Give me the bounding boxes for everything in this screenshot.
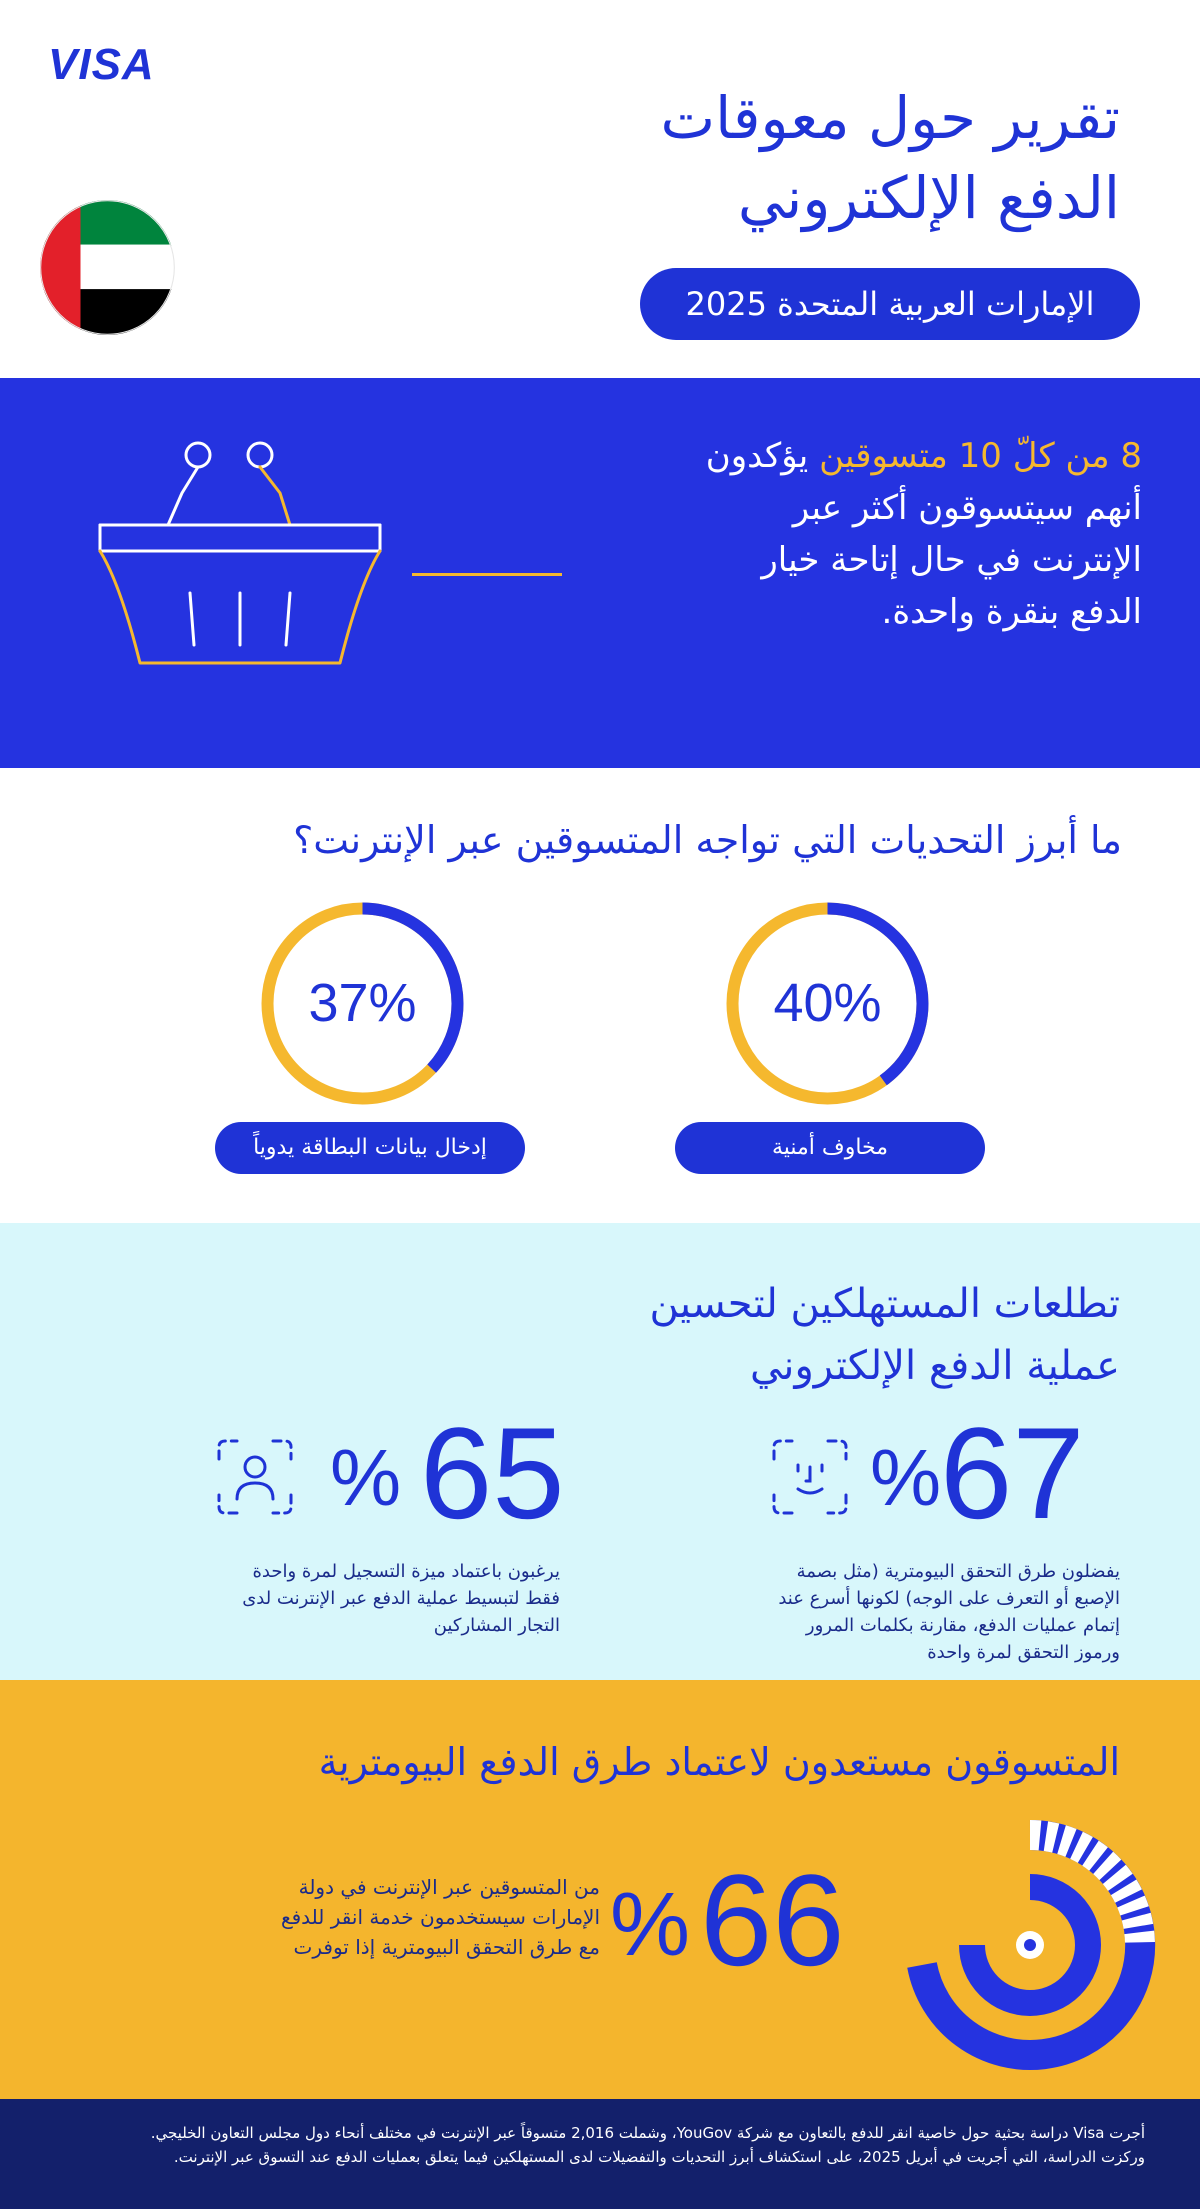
visa-logo: VISA — [48, 40, 155, 89]
footer-line-1: أجرت Visa دراسة بحثية حول خاصية انقر للدفع بالتعاون مع شركة YouGov، وشملت 2,016 متسوقاً عبر الإنترنت في مختلف أنحاء دول مجلس التعاون الخليجي. — [150, 2124, 1145, 2142]
shopping-basket-icon — [90, 433, 390, 698]
title-line-1: تقرير حول معوقات — [660, 84, 1120, 152]
manual-card-entry-stat — [255, 896, 470, 1111]
biometric-readiness-text — [190, 1872, 600, 1962]
biometric-section — [0, 1680, 1200, 2099]
security-concerns-label: مخاوف أمنية — [675, 1122, 985, 1174]
biometric-readiness-percent-sign: % — [610, 1875, 691, 1975]
biometric-preference-text — [700, 1558, 1120, 1666]
intro-line-1 — [582, 430, 1142, 482]
footer-line-2: وركزت الدراسة، التي أجريت في أبريل 2025، على استكشاف أبرز التحديات والتفضيلات لدى المستهلكين فيما يتعلق بعمليات الدفع عند التسوق عبر الإنترنت. — [173, 2148, 1145, 2166]
signup-text-line-2: فقط لتبسيط عملية الدفع عبر الإنترنت لدى — [242, 1588, 560, 1609]
biometric-preference-percent-sign: % — [870, 1433, 942, 1522]
challenges-section — [0, 768, 1200, 1223]
biometric-text-line-3: إتمام عمليات الدفع، مقارنة بكلمات المرور — [805, 1615, 1120, 1636]
bio-text-line-1: من المتسوقين عبر الإنترنت في دولة — [298, 1875, 600, 1899]
bio-text-line-3: مع طرق التحقق البيومترية إذا توفرت — [293, 1935, 600, 1959]
intro-highlight-rest: يؤكدون — [705, 436, 820, 476]
challenges-title: ما أبرز التحديات التي تواجه المتسوقين عبر الإنترنت؟ — [293, 818, 1122, 862]
intro-line-4: الدفع بنقرة واحدة. — [881, 592, 1142, 632]
aspirations-title — [320, 1273, 1120, 1397]
intro-highlight: 8 من كلّ 10 متسوقين — [819, 436, 1142, 476]
footer — [0, 2099, 1200, 2209]
intro-panel — [0, 378, 1200, 768]
signup-text-line-3: التجار المشاركين — [433, 1615, 560, 1636]
user-scan-icon — [215, 1437, 295, 1517]
single-signup-number: 65 — [420, 1400, 565, 1546]
signup-text-line-1: يرغبون باعتماد ميزة التسجيل لمرة واحدة — [252, 1561, 560, 1582]
intro-text — [582, 430, 1142, 638]
aspirations-title-line-2: عملية الدفع الإلكتروني — [749, 1343, 1120, 1389]
header — [0, 0, 1200, 378]
uae-flag-icon — [40, 200, 175, 335]
donut-chart-icon — [880, 1815, 1160, 2075]
single-signup-text — [160, 1558, 560, 1639]
page-title — [420, 78, 1120, 238]
manual-card-entry-label: إدخال بيانات البطاقة يدوياً — [215, 1122, 525, 1174]
intro-line-2: أنهم سيتسوقون أكثر عبر — [792, 488, 1142, 528]
biometric-text-line-4: ورموز التحقق لمرة واحدة — [927, 1642, 1120, 1663]
footer-disclaimer — [35, 2121, 1145, 2169]
title-line-2: الدفع الإلكتروني — [737, 164, 1120, 232]
biometric-text-line-2: الإصبع أو التعرف على الوجه) لكونها أسرع عند — [778, 1588, 1120, 1609]
biometric-text-line-1: يفضلون طرق التحقق البيومترية (مثل بصمة — [796, 1561, 1120, 1582]
face-id-icon — [770, 1437, 850, 1517]
biometric-readiness-number: 66 — [700, 1847, 845, 1993]
biometric-preference-number: 67 — [940, 1400, 1085, 1546]
security-concerns-stat — [720, 896, 935, 1111]
aspirations-section — [0, 1223, 1200, 1680]
intro-line-3: الإنترنت في حال إتاحة خيار — [761, 540, 1142, 580]
manual-entry-percent: 37% — [308, 973, 417, 1033]
divider-line — [412, 573, 562, 576]
single-signup-percent-sign: % — [330, 1433, 402, 1522]
biometric-title: المتسوقون مستعدون لاعتماد طرق الدفع البيومترية — [318, 1740, 1120, 1784]
country-year-badge: الإمارات العربية المتحدة 2025 — [640, 268, 1140, 340]
aspirations-title-line-1: تطلعات المستهلكين لتحسين — [649, 1281, 1120, 1327]
bio-text-line-2: الإمارات سيستخدمون خدمة انقر للدفع — [280, 1905, 600, 1929]
security-percent: 40% — [773, 973, 882, 1033]
